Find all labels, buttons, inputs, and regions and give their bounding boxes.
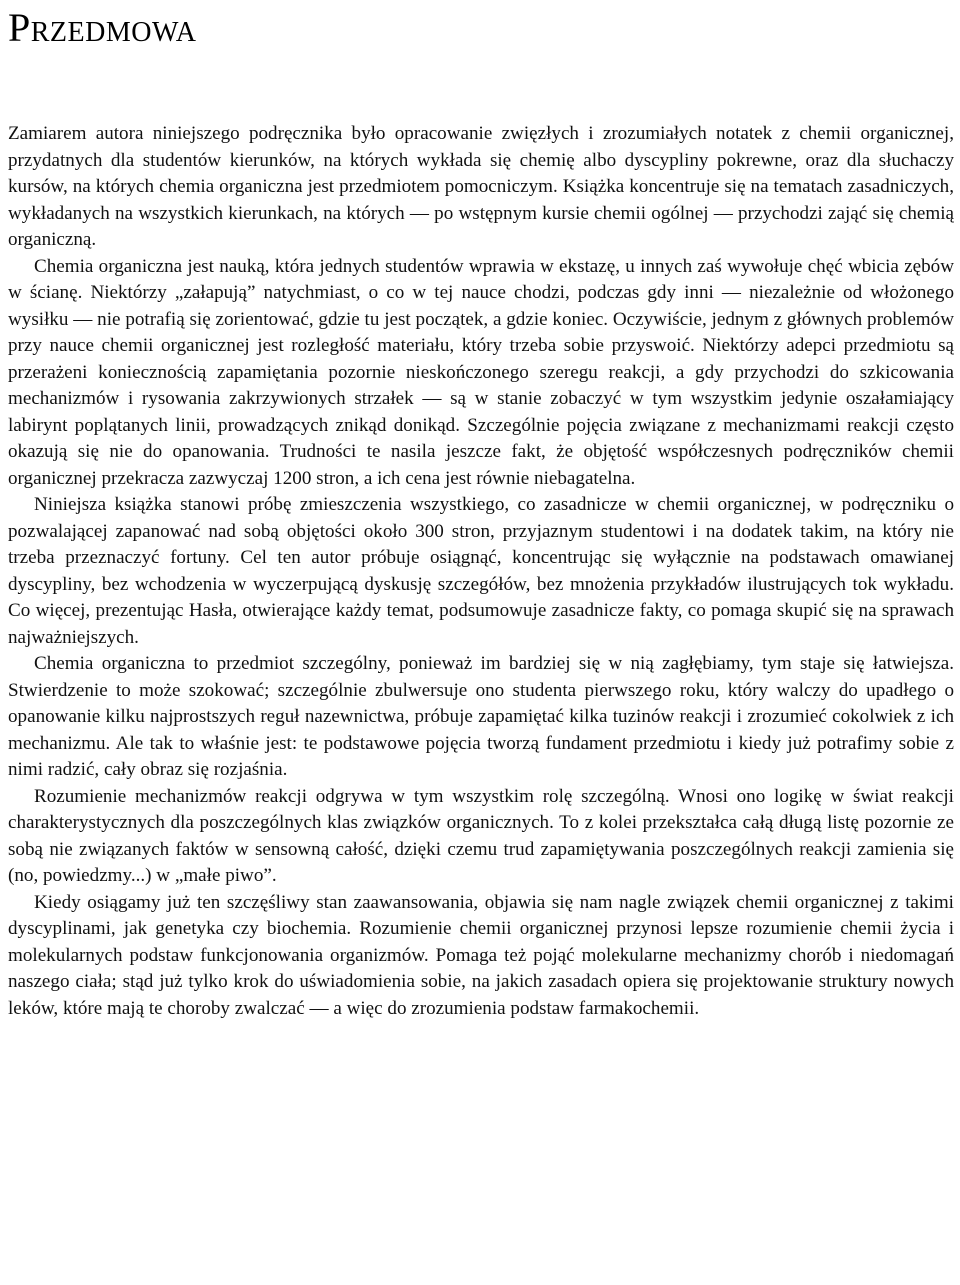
- paragraph-4: Chemia organiczna to przedmiot szczególny, ponieważ im bardziej się w nią zagłębiamy, tym staje się łatwiejsza. Stwierdzenie to może szokować; szczególnie zbulwersuje ono studenta pierwszego roku, który walczy do upadłego o opanowanie kilku najprostszych reguł nazewnictwa, próbuje zapamiętać kilka tuzinów reakcji i zrozumieć cokolwiek z ich mechanizmu. Ale tak to właśnie jest: te podstawowe pojęcia tworzą fundament przedmiotu i kiedy już potrafimy sobie z nimi radzić, cały obraz się rozjaśnia.: [8, 653, 954, 780]
- paragraph-2: Chemia organiczna jest nauką, która jednych studentów wprawia w ekstazę, u innych zaś wywołuje chęć wbicia zębów w ścianę. Niektórzy „załapują” natychmiast, o co w tej nauce chodzi, podczas gdy inni — niezależnie od włożonego wysiłku — nie potrafią się zorientować, gdzie tu jest początek, a gdzie koniec. Oczywiście, jednym z głównych problemów przy nauce chemii organicznej jest rozległość materiału, który trzeba sobie przyswoić. Niektórzy adepci przedmiotu są przerażeni koniecznością zapamiętania pozornie nieskończonego szeregu reakcji, a gdy przychodzi do szkicowania mechanizmów i rysowania zakrzywionych strzałek — są w stanie zobaczyć w tym wszystkim jedynie oszałamiający labirynt poplątanych linii, prowadzących znikąd donikąd. Szczególnie pojęcia związane z mechanizmami reakcji często okazują się nie do opanowania. Trudności te nasila jeszcze fakt, że objętość współczesnych podręczników chemii organicznej przekracza zazwyczaj 1200 stron, a ich cena jest równie niebagatelna.: [8, 255, 954, 489]
- paragraph-3: Niniejsza książka stanowi próbę zmieszczenia wszystkiego, co zasadnicze w chemii organicznej, w podręczniku o pozwalającej zapanować nad sobą objętości około 300 stron, przyjaznym studentowi i na dodatek takim, na który nie trzeba przeznaczyć fortuny. Cel ten autor próbuje osiągnąć, koncentrując się wyłącznie na podstawach omawianej dyscypliny, bez wchodzenia w wyczerpującą dyskusję szczegółów, bez mnożenia przykładów ilustrujących tok wykładu. Co więcej, prezentując Hasła, otwierające każdy temat, podsumowuje zasadnicze fakty, co pomaga skupić się na sprawach najważniejszych.: [8, 494, 954, 648]
- paragraph-5: Rozumienie mechanizmów reakcji odgrywa w tym wszystkim rolę szczególną. Wnosi ono logikę w świat reakcji charakterystycznych dla poszczególnych klas związków organicznych. To z kolei przekształca całą długą listę pozornie ze sobą nie związanych faktów w sensowną całość, dzięki czemu trud zapamiętywania poszczególnych reakcji zamienia się (no, powiedzmy...) w „małe piwo”.: [8, 785, 954, 886]
- preface-body: [8, 121, 954, 1022]
- paragraph-6: Kiedy osiągamy już ten szczęśliwy stan zaawansowania, objawia się nam nagle związek chemii organicznej z takimi dyscyplinami, jak genetyka czy biochemia. Rozumienie chemii organicznej przynosi lepsze rozumienie chemii życia i molekularnych podstaw funkcjonowania organizmów. Pomaga też pojąć molekularne mechanizmy chorób i niedomagań naszego ciała; stąd już tylko krok do uświadomienia sobie, na jakich zasadach opiera się projektowanie struktury nowych leków, które mają te choroby zwalczać — a więc do zrozumienia podstaw farmakochemii.: [8, 891, 954, 1019]
- paragraph-1: Zamiarem autora niniejszego podręcznika było opracowanie zwięzłych i zrozumiałych notatek z chemii organicznej, przydatnych dla studentów kierunków, na których wykłada się chemię albo dyscypliny pokrewne, oraz dla słuchaczy kursów, na których chemia organiczna jest przedmiotem pomocniczym. Książka koncentruje się na tematach zasadniczych, wykładanych na wszystkich kierunkach, na których — po wstępnym kursie chemii ogólnej — przychodzi zająć się chemią organiczną.: [8, 123, 954, 250]
- document-page: [8, 0, 954, 1285]
- page-title: Przedmowa: [8, 5, 197, 50]
